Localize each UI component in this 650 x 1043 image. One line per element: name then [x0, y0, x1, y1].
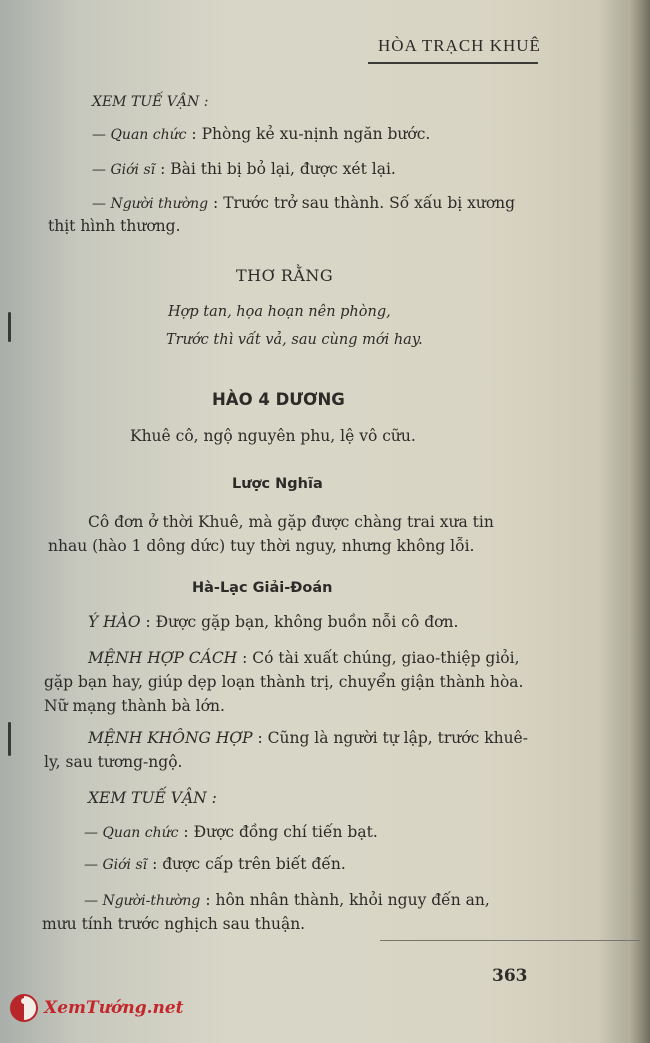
margin-mark	[8, 722, 11, 756]
gioi-si-line-2	[84, 854, 346, 875]
menh-khong-line-2: ly, sau tương-ngộ.	[44, 753, 183, 771]
poem-title: THƠ RẰNG	[236, 266, 334, 285]
page-number: 363	[492, 966, 528, 986]
menh-hop-line-1	[88, 648, 520, 668]
poem-line-2: Trước thì vất vả, sau cùng mới hay.	[166, 332, 423, 348]
luoc-nghia-title: Lược Nghĩa	[232, 476, 323, 492]
margin-mark	[8, 312, 11, 342]
watermark-logo	[10, 990, 184, 1026]
verse-line: Khuê cô, ngộ nguyên phu, lệ vô cữu.	[130, 427, 416, 445]
watermark-text: XemTướng.net	[44, 998, 184, 1018]
luoc-nghia-line-2: nhau (hào 1 dông dức) tuy thời nguy, nhưng không lỗi.	[48, 537, 475, 555]
running-head-rule	[368, 62, 538, 64]
page-edge	[628, 0, 650, 1043]
gioi-si-text-2: : được cấp trên biết đến.	[152, 855, 346, 873]
menh-khong-text: : Cũng là người tự lập, trước khuê-	[257, 729, 528, 747]
y-hao-label: Ý HÀO	[88, 613, 141, 631]
quan-chuc-line-2	[84, 822, 378, 843]
nguoi-thuong-text-2: : hôn nhân thành, khỏi nguy đến an,	[205, 891, 490, 909]
section-title-hao-4: HÀO 4 DƯƠNG	[212, 390, 345, 409]
xem-tue-van-heading: XEM TUẾ VẬN :	[92, 94, 209, 110]
gioi-si-label: — Giới sĩ	[92, 162, 156, 178]
xem-tue-van-heading-2: XEM TUẾ VẬN :	[88, 789, 217, 807]
gioi-si-line	[92, 159, 396, 180]
quan-chuc-label: — Quan chức	[92, 127, 187, 143]
menh-khong-line-1	[88, 728, 528, 748]
gioi-si-label-2: — Giới sĩ	[84, 857, 148, 873]
nguoi-thuong-continuation-2: mưu tính trước nghịch sau thuận.	[42, 915, 306, 933]
y-hao-line	[88, 612, 458, 632]
ha-lac-title: Hà-Lạc Giải-Đoán	[192, 580, 333, 596]
menh-hop-line-3: Nữ mạng thành bà lớn.	[44, 697, 225, 715]
nguoi-thuong-line-2	[84, 890, 490, 911]
nguoi-thuong-label: — Người thường	[92, 196, 209, 212]
poem-line-1: Hợp tan, họa hoạn nên phòng,	[168, 304, 391, 320]
running-head: HÒA TRẠCH KHUÊ	[378, 36, 541, 55]
nguoi-thuong-text: : Trước trở sau thành. Số xấu bị xương	[213, 194, 516, 212]
quan-chuc-line	[92, 124, 430, 145]
quan-chuc-text-2: : Được đồng chí tiến bạt.	[183, 823, 378, 841]
gioi-si-text: : Bài thi bị bỏ lại, được xét lại.	[160, 160, 396, 178]
quan-chuc-label-2: — Quan chức	[84, 825, 179, 841]
luoc-nghia-line-1: Cô đơn ở thời Khuê, mà gặp được chàng trai xưa tin	[88, 513, 494, 531]
quan-chuc-text: : Phòng kẻ xu-nịnh ngăn bước.	[191, 125, 431, 143]
y-hao-text: : Được gặp bạn, không buồn nỗi cô đơn.	[145, 613, 459, 631]
menh-hop-line-2: gặp bạn hay, giúp dẹp loạn thành trị, chuyển giận thành hòa.	[44, 673, 524, 691]
footer-rule	[380, 940, 640, 941]
nguoi-thuong-line	[92, 193, 515, 214]
yin-yang-icon	[10, 994, 38, 1022]
nguoi-thuong-label-2: — Người-thường	[84, 893, 201, 909]
nguoi-thuong-continuation: thịt hình thương.	[48, 217, 181, 235]
menh-hop-label: MỆNH HỢP CÁCH	[88, 649, 238, 667]
menh-hop-text: : Có tài xuất chúng, giao-thiệp giỏi,	[242, 649, 520, 667]
menh-khong-label: MỆNH KHÔNG HỢP	[88, 729, 253, 747]
